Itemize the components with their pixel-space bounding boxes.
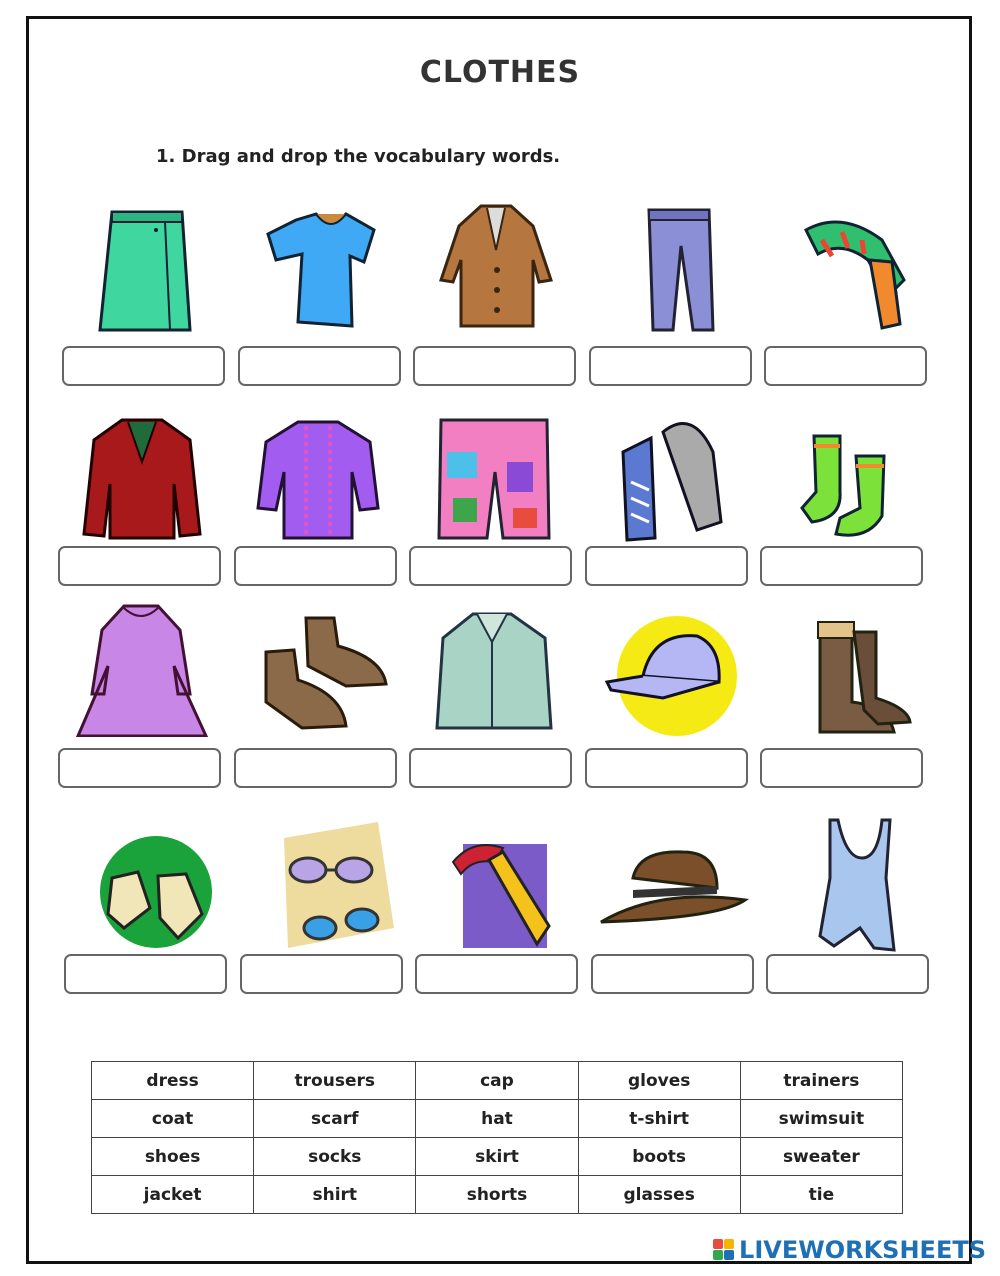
word-bank-word[interactable]: t-shirt <box>578 1100 740 1138</box>
scarf-icon <box>772 200 922 335</box>
answer-drop-box[interactable] <box>58 748 221 788</box>
table-row <box>92 1176 903 1214</box>
word-bank-word[interactable]: hat <box>416 1100 578 1138</box>
t-shirt-icon <box>246 200 396 335</box>
answer-drop-box[interactable] <box>240 954 403 994</box>
shoes-icon <box>242 602 392 737</box>
word-bank-word[interactable]: skirt <box>416 1138 578 1176</box>
answer-drop-box[interactable] <box>234 546 397 586</box>
answer-drop-box[interactable] <box>409 546 572 586</box>
answer-drop-box[interactable] <box>413 346 576 386</box>
answer-drop-box[interactable] <box>760 546 923 586</box>
word-bank-word[interactable]: cap <box>416 1062 578 1100</box>
word-bank-word[interactable]: trainers <box>740 1062 902 1100</box>
swimsuit-icon <box>774 818 924 953</box>
dress-icon <box>66 602 216 737</box>
liveworksheets-logo-icon <box>713 1239 735 1261</box>
answer-drop-box[interactable] <box>760 748 923 788</box>
answer-drop-box[interactable] <box>238 346 401 386</box>
table-row <box>92 1062 903 1100</box>
answer-drop-box[interactable] <box>766 954 929 994</box>
answer-drop-box[interactable] <box>585 546 748 586</box>
word-bank-table <box>91 1061 903 1214</box>
word-bank-word[interactable]: boots <box>578 1138 740 1176</box>
word-bank-word[interactable]: glasses <box>578 1176 740 1214</box>
answer-drop-box[interactable] <box>764 346 927 386</box>
answer-drop-box[interactable] <box>234 748 397 788</box>
trousers-icon <box>597 200 747 335</box>
brand-name: LIVEWORKSHEETS <box>739 1236 986 1264</box>
skirt-icon <box>70 200 220 335</box>
answer-drop-box[interactable] <box>64 954 227 994</box>
answer-drop-box[interactable] <box>591 954 754 994</box>
hat-icon <box>599 818 749 953</box>
tie-icon <box>423 818 573 953</box>
instruction-text: 1. Drag and drop the vocabulary words. <box>156 146 561 167</box>
word-bank-word[interactable]: swimsuit <box>740 1100 902 1138</box>
answer-drop-box[interactable] <box>58 546 221 586</box>
answer-drop-box[interactable] <box>409 748 572 788</box>
shorts-icon <box>417 412 567 547</box>
word-bank-word[interactable]: trousers <box>254 1062 416 1100</box>
table-row <box>92 1138 903 1176</box>
coat-icon <box>421 200 571 335</box>
word-bank-word[interactable]: shorts <box>416 1176 578 1214</box>
socks-icon <box>768 412 918 547</box>
table-row <box>92 1100 903 1138</box>
word-bank-word[interactable]: gloves <box>578 1062 740 1100</box>
gloves-icon <box>72 818 222 953</box>
word-bank-word[interactable]: shoes <box>92 1138 254 1176</box>
word-bank-word[interactable]: scarf <box>254 1100 416 1138</box>
word-bank-word[interactable]: sweater <box>740 1138 902 1176</box>
word-bank-word[interactable]: shirt <box>254 1176 416 1214</box>
word-bank-word[interactable]: coat <box>92 1100 254 1138</box>
sweater-icon <box>242 412 392 547</box>
answer-drop-box[interactable] <box>415 954 578 994</box>
page-title: CLOTHES <box>419 55 581 90</box>
word-bank-word[interactable]: jacket <box>92 1176 254 1214</box>
jacket-icon <box>66 412 216 547</box>
glasses-icon <box>248 818 398 953</box>
answer-drop-box[interactable] <box>585 748 748 788</box>
shirt-icon <box>417 602 567 737</box>
boots-icon <box>768 602 918 737</box>
word-bank-word[interactable]: dress <box>92 1062 254 1100</box>
cap-icon <box>593 602 743 737</box>
answer-drop-box[interactable] <box>589 346 752 386</box>
trainers-icon <box>593 412 743 547</box>
word-bank-word[interactable]: socks <box>254 1138 416 1176</box>
word-bank-word[interactable]: tie <box>740 1176 902 1214</box>
liveworksheets-logo[interactable] <box>713 1236 986 1264</box>
answer-drop-box[interactable] <box>62 346 225 386</box>
